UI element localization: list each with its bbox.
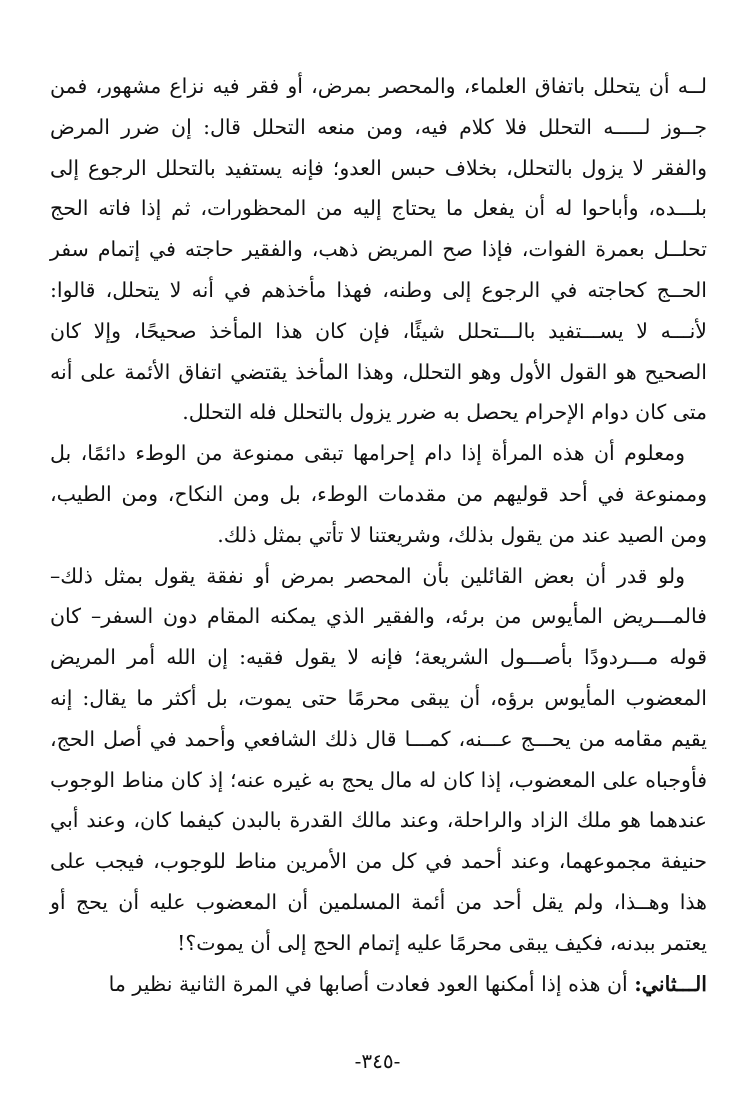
paragraph-1 [50, 66, 707, 433]
paragraph-4-text: أن هذه إذا أمكنها العود فعادت أصابها في المرة الثانية نظير ما [108, 971, 635, 996]
paragraph-3 [50, 556, 707, 964]
paragraph-1-text: لــه أن يتحلل باتفاق العلماء، والمحصر بمرض، أو فقر فيه نزاع مشهور، فمن جــوز لـــــه التحلل فلا كلام فيه، ومن منعه التحلل قال: إن ضرر المرض والفقر لا يزول بالتحلل، بخلاف حبس العدو؛ فإنه يستفيد بالتحلل الرجوع إلى بلـــده، وأباحوا له أن يفعل ما يحتاج إليه من المحظورات، ثم إذا فاته الحج تحلــل بعمرة الفوات، فإذا صح المريض ذهب، والفقير حاجته في إتمام سفر الحــج كحاجته في الرجوع إلى وطنه، فهذا مأخذهم في أنه لا يتحلل، قالوا: لأنـــه لا يســـتفيد بالـــتحلل شيئًا، فإن كان هذا المأخذ صحيحًا، وإلا كان الصحيح هو القول الأول وهو التحلل، وهذا المأخذ يقتضي اتفاق الأئمة على أنه متى كان دوام الإحرام يحصل به ضرر يزول بالتحلل فله التحلل. [50, 74, 707, 425]
paragraph-4-lead: الـــثاني: [634, 971, 707, 996]
paragraph-2 [50, 433, 707, 555]
paragraph-4 [50, 964, 707, 1005]
paragraph-2-text: ومعلوم أن هذه المرأة إذا دام إحرامها تبقى ممنوعة من الوطء دائمًا، بل وممنوعة في أحد قوليهم من مقدمات الوطء، بل ومن النكاح، ومن الطيب، ومن الصيد عند من يقول بذلك، وشريعتنا لا تأتي بمثل ذلك. [50, 441, 707, 547]
page-body [50, 66, 707, 1004]
page-number: -٣٤٥- [354, 1049, 401, 1073]
paragraph-3-text: ولو قدر أن بعض القائلين بأن المحصر بمرض أو نفقة يقول بمثل ذلك– فالمـــريض المأيوس من برئه، والفقير الذي يمكنه المقام دون السفر– كان قوله مـــردودًا بأصـــول الشريعة؛ فإنه لا يقول فقيه: إن الله أمر المريض المعضوب المأيوس برؤه، أن يبقى محرمًا حتى يموت، بل أكثر ما يقال: إنه يقيم مقامه من يحـــج عـــنه، كمـــا قال ذلك الشافعي وأحمد في أصل الحج، فأوجباه على المعضوب، إذا كان له مال يحج به غيره عنه؛ إذ كان مناط الوجوب عندهما هو ملك الزاد والراحلة، وعند مالك القدرة بالبدن كيفما كان، وعند أبي حنيفة مجموعهما، وعند أحمد في كل من الأمرين مناط للوجوب، فيجب على هذا وهــذا، ولم يقل أحد من أئمة المسلمين أن المعضوب عليه أن يحج أو يعتمر ببدنه، فكيف يبقى محرمًا عليه إتمام الحج إلى أن يموت؟! [50, 563, 707, 955]
